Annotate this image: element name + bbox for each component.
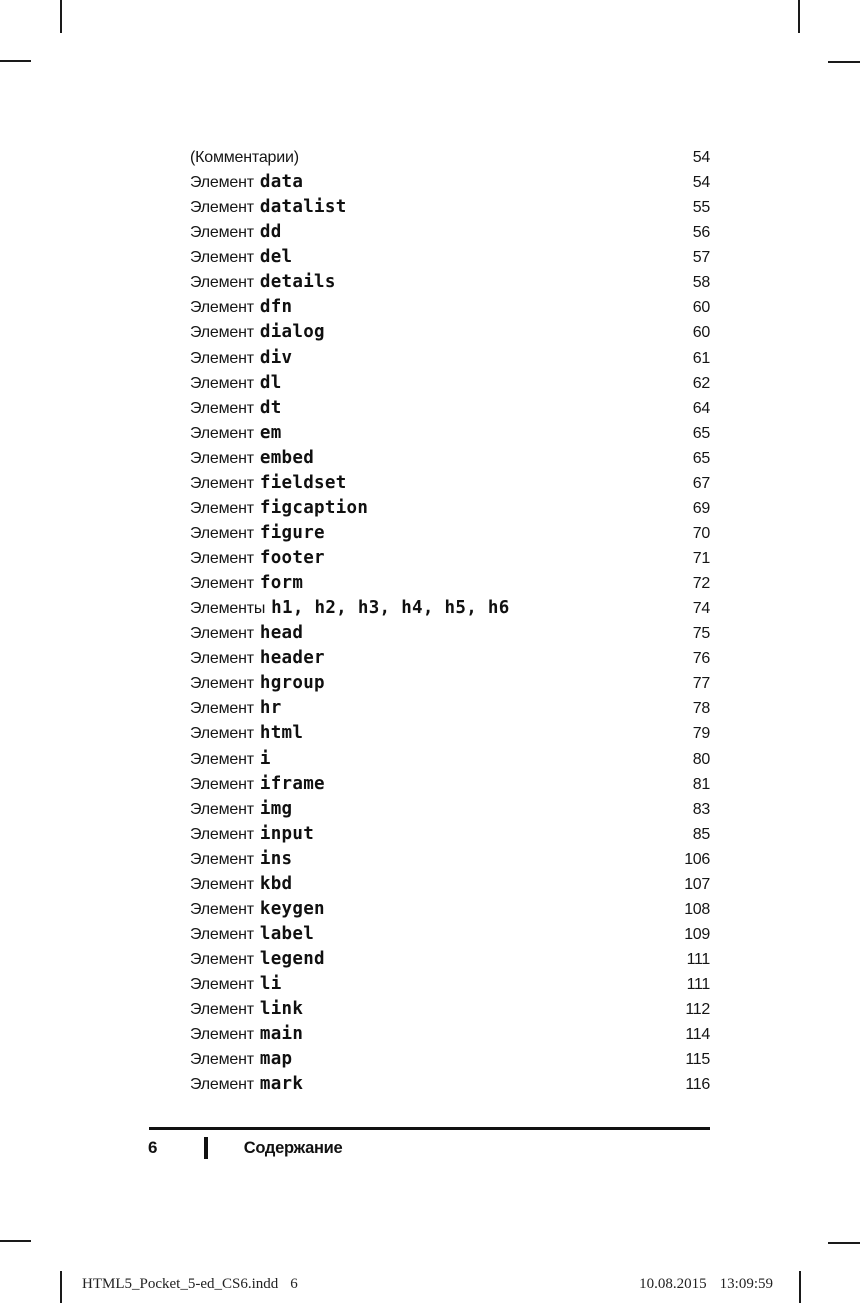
- toc-row: [190, 596, 710, 621]
- page-footer: [148, 1136, 342, 1160]
- toc-row: [190, 571, 710, 596]
- toc-entry-label: [190, 346, 292, 371]
- toc-row: [190, 621, 710, 646]
- toc-entry-code: dt: [259, 397, 282, 418]
- toc-row: [190, 220, 710, 245]
- toc-entry-page-number: 114: [685, 1026, 710, 1044]
- toc-row: [190, 1047, 710, 1072]
- toc-entry-label: [190, 922, 314, 947]
- toc-entry-code: head: [259, 623, 304, 644]
- toc-entry-label: [190, 822, 314, 847]
- toc-entry-label: [190, 145, 299, 170]
- toc-entry-code: datalist: [259, 197, 347, 218]
- toc-entry-page-number: 77: [692, 675, 710, 693]
- toc-entry-code: keygen: [259, 898, 325, 919]
- toc-row: [190, 1022, 710, 1047]
- toc-entry-code: embed: [259, 447, 315, 468]
- toc-row: [190, 997, 710, 1022]
- toc-entry-code: kbd: [259, 873, 293, 894]
- toc-entry-page-number: 61: [692, 349, 710, 367]
- toc-entry-code: h1, h2, h3, h4, h5, h6: [271, 598, 510, 619]
- toc-entry-prefix: Элемент: [190, 750, 254, 768]
- slug-filename: HTML5_Pocket_5-ed_CS6.indd: [82, 1276, 279, 1292]
- toc-entry-page-number: 107: [684, 875, 710, 893]
- toc-entry-prefix: Элемент: [190, 875, 254, 893]
- toc-entry-label: [190, 446, 314, 471]
- toc-entry-label: [190, 496, 368, 521]
- toc-entry-prefix: Элемент: [190, 850, 254, 868]
- toc-row: [190, 421, 710, 446]
- toc-entry-prefix: Элемент: [190, 474, 254, 492]
- crop-mark-top-left-horizontal: [0, 60, 31, 62]
- toc-entry-prefix: Элемент: [190, 700, 254, 718]
- toc-entry-prefix: Элемент: [190, 675, 254, 693]
- slug-filename-block: [82, 1276, 298, 1293]
- toc-entry-label: [190, 872, 292, 897]
- toc-row: [190, 170, 710, 195]
- toc-entry-code: fieldset: [259, 472, 347, 493]
- toc-entry-code: form: [259, 573, 304, 594]
- toc-entry-page-number: 69: [692, 499, 710, 517]
- toc-entry-prefix: Элемент: [190, 550, 254, 567]
- toc-entry-page-number: 70: [692, 524, 710, 542]
- toc-entry-code: mark: [259, 1074, 304, 1095]
- toc-row: [190, 947, 710, 972]
- toc-entry-label: [190, 797, 292, 822]
- toc-entry-label: [190, 320, 325, 345]
- toc-entry-prefix: Элемент: [190, 951, 254, 968]
- toc-entry-page-number: 85: [692, 825, 710, 843]
- toc-entry-code: div: [259, 347, 293, 368]
- toc-entry-label: [190, 195, 347, 220]
- toc-entry-label: [190, 997, 303, 1022]
- toc-entry-prefix: Элемент: [190, 524, 254, 542]
- toc-entry-page-number: 65: [692, 449, 710, 467]
- toc-entry-code: html: [259, 723, 304, 744]
- toc-entry-code: dfn: [259, 297, 293, 318]
- toc-entry-page-number: 111: [686, 951, 710, 968]
- toc-entry-label: [190, 571, 303, 596]
- toc-entry-prefix: (Комментарии): [190, 149, 299, 166]
- toc-entry-label: [190, 596, 510, 621]
- toc-entry-code: img: [259, 798, 293, 819]
- toc-row: [190, 521, 710, 546]
- toc-entry-page-number: 74: [692, 600, 710, 618]
- toc-entry-label: [190, 621, 303, 646]
- toc-entry-prefix: Элементы: [190, 600, 266, 618]
- toc-entry-prefix: Элемент: [190, 324, 254, 342]
- toc-entry-label: [190, 721, 303, 746]
- toc-entry-prefix: Элемент: [190, 725, 254, 743]
- toc-entry-page-number: 62: [692, 374, 710, 392]
- toc-row: [190, 822, 710, 847]
- toc-row: [190, 696, 710, 721]
- toc-entry-prefix: Элемент: [190, 224, 254, 242]
- toc-entry-prefix: Элемент: [190, 424, 254, 442]
- toc-entry-page-number: 75: [692, 625, 710, 643]
- toc-entry-page-number: 57: [692, 249, 710, 267]
- toc-row: [190, 847, 710, 872]
- toc-entry-page-number: 60: [692, 324, 710, 342]
- toc-entry-prefix: Элемент: [190, 349, 254, 367]
- toc-entry-page-number: 55: [692, 199, 710, 217]
- toc-entry-prefix: Элемент: [190, 1001, 254, 1019]
- toc-entry-label: [190, 396, 282, 421]
- crop-mark-top-right-horizontal: [828, 61, 860, 63]
- toc-entry-prefix: Элемент: [190, 775, 254, 793]
- toc-entry-label: [190, 646, 325, 671]
- toc-entry-label: [190, 521, 325, 546]
- toc-entry-prefix: Элемент: [190, 374, 254, 392]
- crop-mark-bottom-left-horizontal: [0, 1240, 31, 1242]
- toc-entry-page-number: 76: [692, 650, 710, 668]
- toc-entry-page-number: 65: [692, 424, 710, 442]
- toc-entry-page-number: 54: [692, 174, 710, 192]
- toc-entry-prefix: Элемент: [190, 399, 254, 417]
- toc-entry-label: [190, 270, 336, 295]
- toc-row: [190, 446, 710, 471]
- toc-entry-code: label: [259, 923, 315, 944]
- toc-entry-page-number: 78: [692, 700, 710, 718]
- toc-row: [190, 772, 710, 797]
- toc-entry-label: [190, 947, 325, 972]
- toc-entry-label: [190, 1047, 292, 1072]
- toc-row: [190, 195, 710, 220]
- toc-entry-prefix: Элемент: [190, 499, 254, 517]
- toc-entry-prefix: Элемент: [190, 575, 254, 593]
- toc-entry-page-number: 81: [692, 775, 710, 793]
- footer-section-title: Содержание: [243, 1138, 343, 1157]
- toc-entry-code: details: [259, 272, 336, 293]
- toc-entry-label: [190, 170, 303, 195]
- toc-entry-page-number: 83: [692, 800, 710, 818]
- toc-row: [190, 320, 710, 345]
- toc-entry-code: dialog: [259, 322, 325, 343]
- slug-time: 13:09:59: [719, 1276, 773, 1292]
- toc-entry-label: [190, 847, 292, 872]
- slug-timestamp-block: [639, 1276, 773, 1293]
- toc-entry-prefix: Элемент: [190, 199, 254, 217]
- toc-row: [190, 371, 710, 396]
- toc-entry-label: [190, 546, 325, 571]
- toc-entry-code: li: [259, 974, 282, 995]
- toc-entry-label: [190, 371, 282, 396]
- toc-row: [190, 396, 710, 421]
- toc-entry-prefix: Элемент: [190, 1051, 254, 1069]
- toc-entry-code: dl: [259, 372, 282, 393]
- toc-row: [190, 496, 710, 521]
- toc-entry-code: i: [259, 748, 271, 769]
- toc-entry-prefix: Элемент: [190, 299, 254, 317]
- toc-entry-page-number: 72: [692, 575, 710, 593]
- toc-entry-code: figcaption: [259, 497, 369, 518]
- toc-row: [190, 972, 710, 997]
- toc-entry-label: [190, 696, 282, 721]
- toc-entry-code: footer: [259, 548, 325, 568]
- toc-entry-page-number: 109: [684, 925, 710, 943]
- toc-entry-prefix: Элемент: [190, 825, 254, 843]
- crop-mark-bottom-left-vertical: [60, 1271, 62, 1303]
- toc-entry-code: header: [259, 648, 325, 669]
- toc-entry-label: [190, 295, 292, 320]
- toc-row: [190, 295, 710, 320]
- toc-entry-page-number: 54: [692, 149, 710, 166]
- toc-row: [190, 797, 710, 822]
- toc-entry-label: [190, 772, 325, 797]
- toc-entry-label: [190, 671, 325, 696]
- toc-entry-label: [190, 972, 282, 997]
- toc-entry-code: data: [259, 172, 304, 193]
- toc-entry-label: [190, 897, 325, 922]
- toc-entry-page-number: 60: [692, 299, 710, 317]
- toc-entry-code: map: [259, 1049, 293, 1070]
- toc-entry-prefix: Элемент: [190, 449, 254, 467]
- toc-entry-prefix: Элемент: [190, 650, 254, 668]
- toc-entry-label: [190, 471, 347, 496]
- toc-entry-page-number: 112: [685, 1001, 710, 1019]
- toc-entry-prefix: Элемент: [190, 900, 254, 918]
- toc-entry-page-number: 58: [692, 274, 710, 292]
- toc-row: [190, 747, 710, 772]
- toc-entry-page-number: 79: [692, 725, 710, 743]
- toc-entry-code: dd: [259, 222, 282, 243]
- toc-entry-prefix: Элемент: [190, 976, 254, 994]
- toc-row: [190, 245, 710, 270]
- toc-entry-code: input: [259, 823, 315, 844]
- slug-date: 10.08.2015: [639, 1276, 707, 1292]
- toc-entry-page-number: 106: [684, 850, 710, 868]
- toc-entry-code: link: [259, 999, 304, 1020]
- toc-entry-prefix: Элемент: [190, 1026, 254, 1044]
- toc-entry-prefix: Элемент: [190, 800, 254, 818]
- toc-entry-prefix: Элемент: [190, 625, 254, 643]
- toc-entry-code: ins: [259, 848, 293, 869]
- toc-entry-prefix: Элемент: [190, 174, 254, 192]
- toc-row: [190, 1072, 710, 1097]
- toc-entry-page-number: 111: [686, 976, 710, 994]
- toc-row: [190, 872, 710, 897]
- toc-entry-page-number: 56: [692, 224, 710, 242]
- toc-entry-label: [190, 1022, 303, 1047]
- toc-entry-page-number: 116: [685, 1076, 710, 1094]
- crop-mark-bottom-right-horizontal: [828, 1242, 860, 1244]
- toc-row: [190, 270, 710, 295]
- toc-row: [190, 922, 710, 947]
- toc-entry-label: [190, 1072, 303, 1097]
- toc-entry-page-number: 108: [684, 900, 710, 918]
- toc-entry-code: del: [259, 247, 293, 268]
- footer-divider-bar: [204, 1137, 208, 1159]
- toc-entry-label: [190, 245, 292, 270]
- toc-entry-code: legend: [259, 949, 325, 969]
- toc-entry-code: main: [259, 1024, 304, 1045]
- crop-mark-bottom-right-vertical: [799, 1271, 801, 1303]
- toc-entry-prefix: Элемент: [190, 925, 254, 943]
- toc-entry-page-number: 64: [692, 399, 710, 417]
- toc-row: [190, 145, 710, 170]
- toc-row: [190, 671, 710, 696]
- toc-row: [190, 471, 710, 496]
- toc-row: [190, 721, 710, 746]
- footer-rule: [149, 1127, 710, 1130]
- footer-page-number: 6: [148, 1138, 158, 1157]
- toc-row: [190, 646, 710, 671]
- table-of-contents: [190, 145, 710, 1097]
- toc-entry-code: iframe: [259, 773, 325, 794]
- toc-entry-code: em: [259, 422, 282, 443]
- crop-mark-top-right-vertical: [798, 0, 800, 33]
- toc-entry-code: figure: [259, 522, 325, 543]
- toc-entry-prefix: Элемент: [190, 1076, 254, 1094]
- toc-entry-code: hgroup: [259, 673, 325, 694]
- toc-entry-code: hr: [259, 698, 282, 719]
- slug-page-number: 6: [290, 1276, 298, 1292]
- toc-row: [190, 546, 710, 571]
- toc-entry-label: [190, 747, 271, 772]
- toc-row: [190, 897, 710, 922]
- toc-entry-page-number: 67: [692, 474, 710, 492]
- toc-entry-label: [190, 220, 282, 245]
- toc-row: [190, 346, 710, 371]
- toc-entry-page-number: 71: [692, 550, 710, 567]
- toc-entry-label: [190, 421, 282, 446]
- toc-entry-page-number: 115: [685, 1051, 710, 1069]
- toc-entry-prefix: Элемент: [190, 274, 254, 292]
- toc-entry-prefix: Элемент: [190, 249, 254, 267]
- crop-mark-top-left-vertical: [60, 0, 62, 33]
- toc-entry-page-number: 80: [692, 750, 710, 768]
